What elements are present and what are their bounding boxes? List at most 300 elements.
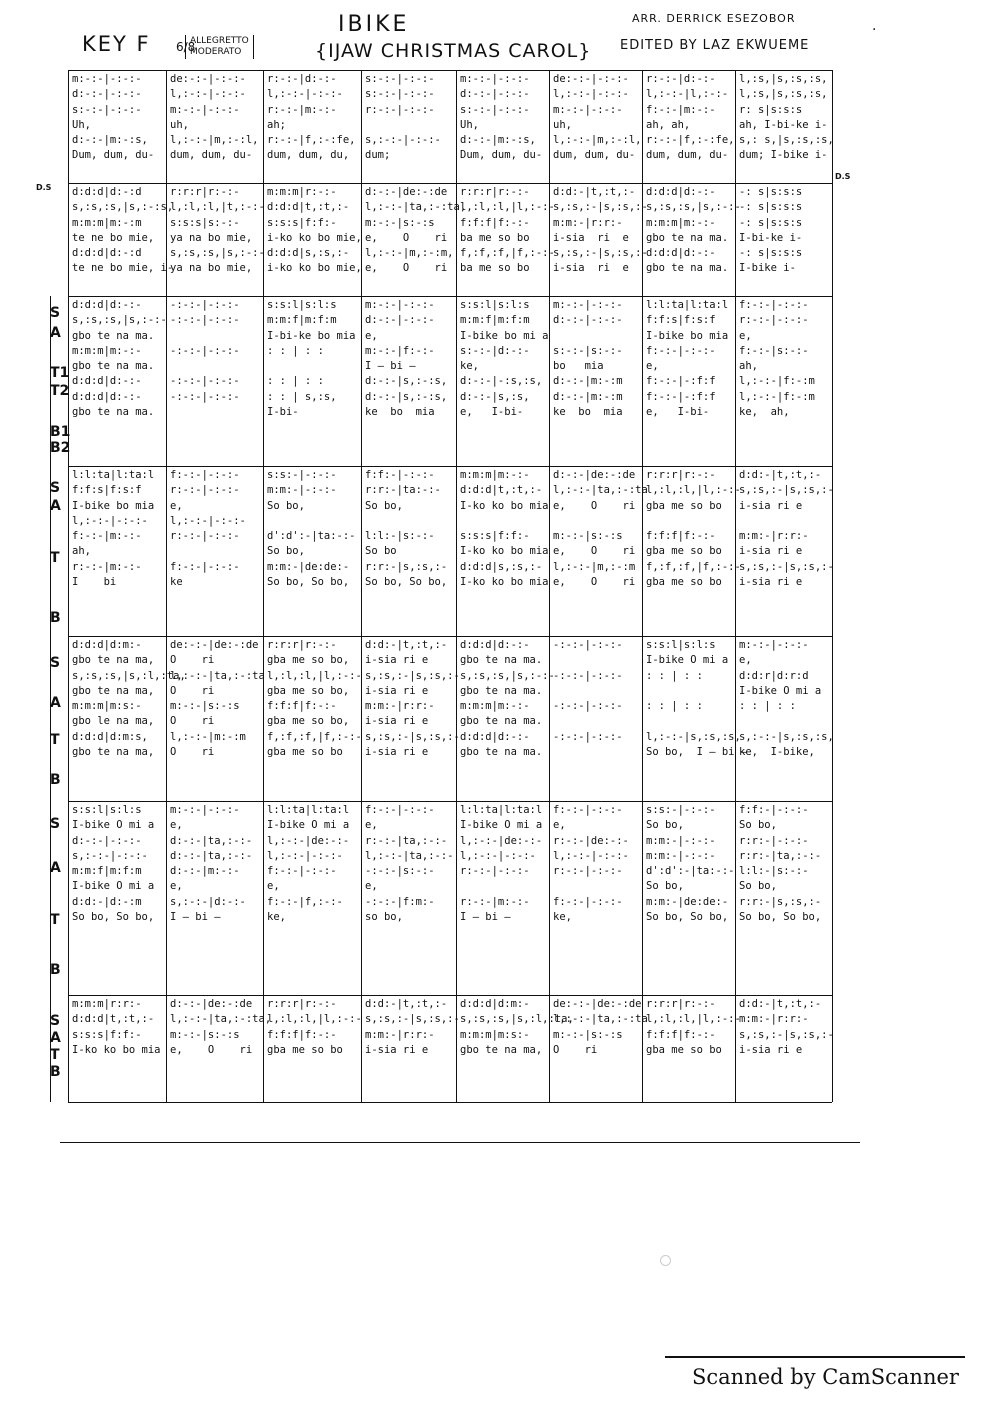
- measure-cell: [170, 298, 261, 465]
- solfa-line: m:m:m|m:s:-: [72, 700, 142, 713]
- bar-line: [263, 183, 264, 296]
- solfa-line: s,:s,:s,|s,:-:-: [646, 201, 741, 214]
- measure-cell: [739, 72, 834, 182]
- solfa-line: e,: [365, 329, 378, 342]
- solfa-line: te ne bo mie, i-: [72, 262, 174, 275]
- solfa-line: m:-:-|-:-:-: [460, 73, 530, 85]
- solfa-line: I-ko ko bo mia: [460, 499, 549, 512]
- system-divider: [68, 296, 832, 297]
- bar-line: [361, 296, 362, 466]
- solfa-line: gbo te na ma.: [72, 360, 155, 373]
- solfa-line: e,: [739, 654, 752, 667]
- solfa-line: i-sia ri e: [739, 1043, 803, 1056]
- measure-cell: [72, 803, 164, 994]
- solfa-line: l,:-:-|m,:-:m: [553, 560, 636, 573]
- measure-cell: [739, 803, 830, 994]
- solfa-line: -:-:-|-:-:-: [553, 700, 623, 713]
- song-title: IBIKE: [338, 12, 410, 37]
- solfa-line: d:d:d|d:-:-: [72, 390, 142, 403]
- solfa-line: s,:s,:-|s,:s,:-: [739, 484, 834, 497]
- bar-line: [68, 636, 69, 801]
- solfa-line: d:-:-|-:-:-: [460, 88, 530, 101]
- solfa-line: ya na bo mie,: [170, 262, 253, 275]
- scanner-rule: [665, 1356, 965, 1358]
- solfa-line: m:-:-|-:-:-: [553, 299, 623, 311]
- solfa-line: l,:l,:l,|l,:-:-: [646, 484, 741, 497]
- bar-line: [166, 995, 167, 1102]
- solfa-line: d:-:-|m:-:s,: [460, 134, 536, 147]
- solfa-line: l:l:ta|l:ta:l: [646, 299, 729, 311]
- solfa-line: d:-:-|de:-:de: [553, 469, 636, 481]
- solfa-line: gba me so bo: [267, 1043, 343, 1056]
- solfa-line: l:l:ta|l:ta:l: [267, 804, 350, 816]
- solfa-line: m:-:-|-:-:-: [72, 73, 142, 85]
- solfa-line: I-ko ko bo mia: [460, 576, 549, 589]
- bar-line: [549, 70, 550, 183]
- solfa-line: d:-:-|m:-:s,: [72, 134, 148, 147]
- solfa-line: f:f:f|f:-:-: [646, 1028, 716, 1041]
- solfa-line: gba me so bo,: [267, 654, 350, 667]
- solfa-line: gbo te na ma.: [460, 715, 543, 728]
- measure-cell: [553, 72, 640, 182]
- solfa-line: gbo te na ma,: [72, 746, 155, 759]
- page-bottom-rule: [60, 1142, 860, 1143]
- solfa-line: Uh,: [460, 118, 479, 131]
- solfa-line: s,:-:-|-:-:-: [365, 134, 441, 147]
- solfa-line: d:-:-|-:-:-: [72, 88, 142, 101]
- solfa-line: d:d:d|d:-:-: [72, 375, 142, 388]
- solfa-line: de:-:-|de:-:de: [553, 998, 642, 1010]
- solfa-line: ke, I-bike,: [739, 746, 815, 759]
- solfa-line: ke bo mia: [553, 406, 623, 419]
- solfa-line: f:-:-|s:-:-: [739, 344, 809, 357]
- solfa-line: so bo,: [365, 911, 403, 924]
- part-label: S: [50, 816, 61, 832]
- solfa-line: i-sia ri e: [553, 262, 629, 275]
- measure-cell: [72, 72, 164, 182]
- solfa-line: m:m:-|-:-:-: [646, 849, 716, 862]
- solfa-line: e,: [267, 880, 280, 893]
- solfa-line: r:-:-|d:-:-: [267, 73, 337, 85]
- bar-line: [456, 466, 457, 636]
- solfa-line: d':d':-|ta:-:-: [646, 865, 735, 878]
- ds-mark: D.S: [36, 183, 52, 192]
- part-label: B: [50, 962, 61, 978]
- measure-cell: [267, 997, 362, 1101]
- key-signature: KEY F: [82, 32, 151, 56]
- measure-cell: [739, 298, 830, 465]
- bar-line: [456, 801, 457, 995]
- part-label: B: [50, 1064, 61, 1080]
- solfa-line: f:f:-|-:-:-: [365, 469, 435, 481]
- solfa-line: -: s|s:s:s: [739, 201, 803, 214]
- solfa-line: d:d:d|d:m:-: [460, 998, 530, 1010]
- solfa-line: l,:s,|s,:s,:s,: [739, 73, 828, 85]
- solfa-line: -: s|s:s:s: [739, 186, 803, 198]
- solfa-line: d:d:d|d:-:-: [646, 186, 716, 198]
- solfa-line: s,:-:-|d:-:-: [170, 895, 246, 908]
- part-label: A: [50, 695, 61, 711]
- solfa-line: s,:s,:-|s,:s,:-: [365, 669, 460, 682]
- solfa-line: So bo,: [646, 880, 684, 893]
- solfa-line: gbo te na ma,: [460, 1043, 543, 1056]
- solfa-line: r:-:-|-:-:-: [460, 865, 530, 878]
- measure-cell: [170, 468, 261, 635]
- solfa-line: e,: [646, 360, 659, 373]
- solfa-line: s,: s,|s,:s,:s,: [739, 134, 834, 147]
- solfa-line: f:-:-|-:-:-: [646, 344, 716, 357]
- solfa-line: f:-:-|-:-:-: [365, 804, 435, 816]
- solfa-line: So bo,: [267, 499, 305, 512]
- system-divider: [68, 801, 832, 802]
- measure-cell: [365, 185, 467, 295]
- solfa-line: gbo le na ma,: [72, 715, 155, 728]
- solfa-line: s,:s,:-|s,:s,:-: [553, 247, 648, 260]
- solfa-line: m:m:f|m:f:m: [267, 314, 337, 327]
- solfa-line: e,: [170, 499, 183, 512]
- solfa-line: I-bike O mi a: [739, 684, 822, 697]
- solfa-line: s:-:-|-:-:-: [365, 88, 435, 101]
- solfa-line: l,:-:-|de:-:-: [460, 834, 543, 847]
- solfa-line: d:d:r|d:r:d: [739, 669, 809, 682]
- solfa-line: l,:-:-|-:-:-: [170, 514, 246, 527]
- solfa-line: d':d':-|ta:-:-: [267, 530, 356, 543]
- measure-cell: [267, 803, 359, 994]
- solfa-line: m:m:-|r:r:-: [365, 700, 435, 713]
- solfa-line: s,:-:-|s,:s,:s,: [739, 730, 834, 743]
- solfa-line: e,: [365, 880, 378, 893]
- part-label: B: [50, 610, 61, 626]
- solfa-line: r:r:r|r:-:-: [646, 469, 716, 481]
- solfa-line: f:f:f|f:-:-: [646, 530, 716, 543]
- solfa-line: e,: [170, 880, 183, 893]
- solfa-line: d:d:d|t,:t,:-: [460, 484, 543, 497]
- solfa-line: d:-:-|s,:s,: [460, 390, 530, 403]
- bar-line: [832, 995, 833, 1102]
- solfa-line: f:f:f|f:-:-: [460, 216, 530, 229]
- solfa-line: s:-:-|-:-:-: [365, 73, 435, 85]
- solfa-line: l,:-:-|-:-:-: [170, 88, 246, 101]
- solfa-line: dum, dum, du,: [267, 149, 350, 162]
- solfa-line: I-bike O mi a: [267, 819, 350, 832]
- measure-cell: [460, 997, 574, 1101]
- bar-line: [263, 296, 264, 466]
- part-label: B1: [50, 424, 71, 440]
- measure-cell: [72, 298, 167, 465]
- solfa-line: So bo, So bo,: [365, 576, 448, 589]
- bar-line: [361, 995, 362, 1102]
- solfa-line: gba me so bo: [646, 576, 722, 589]
- bar-line: [456, 183, 457, 296]
- solfa-line: l,:-:-|m,:-:m,: [365, 247, 454, 260]
- solfa-line: m:m:f|m:f:m: [460, 314, 530, 327]
- solfa-line: : : | : :: [739, 700, 796, 713]
- bar-line: [456, 995, 457, 1102]
- solfa-line: -:-:-|-:-:-: [553, 730, 623, 743]
- solfa-line: s,:s,:-|s,:s,:-: [365, 1013, 460, 1026]
- solfa-line: ke,: [553, 911, 572, 924]
- solfa-line: ke: [170, 576, 183, 589]
- system-divider: [68, 995, 832, 996]
- solfa-line: I bi: [72, 576, 117, 589]
- solfa-line: d:-:-|-:-:-: [365, 314, 435, 327]
- solfa-line: d:d:d|d:-:-: [646, 247, 716, 260]
- solfa-line: r:r:r|r:-:-: [267, 639, 337, 651]
- solfa-line: ah, I-bi-ke i-: [739, 118, 828, 131]
- solfa-line: ah,: [72, 545, 91, 558]
- solfa-line: gba me so bo: [267, 746, 343, 759]
- solfa-line: e,: [170, 819, 183, 832]
- solfa-line: l,:-:-|m,:-:l,: [553, 134, 642, 147]
- solfa-line: e, O ri: [553, 576, 636, 589]
- solfa-line: e, O ri: [553, 545, 636, 558]
- solfa-line: m:-:-|s:-:s: [365, 216, 435, 229]
- solfa-line: f,:f,:f,|f,:-:-: [267, 730, 362, 743]
- solfa-line: m:m:m|m:-:m: [72, 216, 142, 229]
- measure-cell: [72, 468, 164, 635]
- solfa-line: m:m:m|m:s:-: [460, 1028, 530, 1041]
- solfa-line: [170, 544, 261, 559]
- solfa-line: l:l:-|s:-:-: [739, 865, 809, 878]
- bar-line: [263, 70, 264, 183]
- system-divider: [68, 466, 832, 467]
- measure-cell: [365, 72, 454, 182]
- solfa-line: Dum, dum, du-: [460, 149, 543, 162]
- solfa-line: l,:-:-|m:-:m: [170, 730, 246, 743]
- solfa-line: i-sia ri e: [365, 715, 429, 728]
- solfa-line: bo mia: [553, 360, 604, 373]
- measure-cell: [739, 185, 830, 295]
- solfa-line: [553, 745, 640, 760]
- bar-line: [549, 296, 550, 466]
- solfa-line: [646, 514, 733, 529]
- bar-line: [642, 636, 643, 801]
- solfa-line: l,:-:-|ta,:-:-: [365, 849, 454, 862]
- solfa-line: ah;: [267, 118, 286, 131]
- solfa-line: s,:s,:-|s,:s,:-: [553, 201, 648, 214]
- solfa-line: i-sia ri e: [739, 576, 803, 589]
- part-label: B2: [50, 440, 71, 456]
- bar-line: [263, 801, 264, 995]
- solfa-line: f:-:-|-:f:f: [646, 375, 716, 388]
- solfa-line: -: s|s:s:s: [739, 216, 803, 229]
- bar-line: [735, 183, 736, 296]
- part-label: A: [50, 1030, 61, 1046]
- solfa-line: Dum, dum, du-: [72, 149, 155, 162]
- solfa-line: So bo, So bo,: [646, 911, 729, 924]
- solfa-line: l,:-:-|ta,:-:ta: [553, 484, 648, 497]
- solfa-line: I — bi —: [365, 360, 416, 373]
- measure-cell: [646, 997, 741, 1101]
- bar-line: [361, 636, 362, 801]
- solfa-line: l,:-:-|f:-:m: [739, 375, 815, 388]
- measure-cell: [739, 997, 834, 1101]
- solfa-line: i-sia ri e: [365, 746, 429, 759]
- measure-cell: [553, 298, 640, 465]
- margin-mark: ·: [872, 22, 877, 38]
- measure-cell: [460, 185, 555, 295]
- solfa-line: dum; I-bike i-: [739, 149, 828, 162]
- solfa-line: ba me so bo: [460, 262, 530, 275]
- measure-cell: [365, 468, 454, 635]
- bar-line: [361, 70, 362, 183]
- solfa-line: l,:-:-|ta,:-:ta: [553, 1013, 648, 1026]
- solfa-line: l,:l,:l,|l,:-:-: [267, 669, 362, 682]
- solfa-line: d:-:-|m:-:m: [553, 390, 623, 403]
- solfa-line: l,:-:-|-:-:-: [267, 88, 343, 101]
- solfa-line: -:-:-|s:-:-: [365, 865, 435, 878]
- solfa-line: f:f:s|f:s:f: [646, 314, 716, 327]
- solfa-line: I — bi —: [460, 911, 511, 924]
- solfa-line: gbo te na ma.: [72, 329, 155, 342]
- bar-line: [832, 636, 833, 801]
- measure-cell: [646, 185, 741, 295]
- solfa-line: gbo te na ma.: [460, 746, 543, 759]
- measure-cell: [72, 185, 174, 295]
- system-divider: [68, 183, 832, 184]
- measure-cell: [646, 468, 741, 635]
- part-label: B: [50, 772, 61, 788]
- solfa-line: m:m:m|r:-:-: [267, 186, 337, 198]
- solfa-line: l,:l,:l,|t,:-:-: [170, 201, 265, 214]
- solfa-line: I-bi-ke bo mia: [267, 329, 356, 342]
- solfa-line: r:-:-|f,:-:fe,: [646, 134, 735, 147]
- solfa-line: s:s:s|f:f:-: [267, 216, 337, 229]
- solfa-line: l,:l,:l,|l,:-:-: [267, 1013, 362, 1026]
- solfa-line: i-sia ri e: [365, 654, 429, 667]
- solfa-line: ke,: [460, 360, 479, 373]
- solfa-line: dum, dum, du-: [646, 149, 729, 162]
- scanner-watermark: Scanned by CamScanner: [692, 1365, 959, 1389]
- bar-line: [456, 296, 457, 466]
- solfa-line: d:-:-|s,:-:s,: [365, 375, 448, 388]
- solfa-line: gbo te na ma.: [646, 231, 729, 244]
- bar-line: [166, 183, 167, 296]
- solfa-line: l,:-:-|-:-:-: [553, 88, 629, 101]
- solfa-line: d:d:-|t,:t,:-: [739, 469, 822, 481]
- measure-cell: [646, 638, 748, 800]
- solfa-line: s,:s,:s,|s,:-:s,: [72, 201, 174, 214]
- solfa-line: I-bi-ke i-: [739, 231, 803, 244]
- solfa-line: f:-:-|f,:-:-: [267, 895, 343, 908]
- tempo-line-2: MODERATO: [190, 47, 242, 57]
- solfa-line: m:m:-|-:-:-: [267, 484, 337, 497]
- solfa-line: d:d:d|s,:s,:-: [267, 247, 350, 260]
- bar-line: [549, 466, 550, 636]
- bar-line: [166, 466, 167, 636]
- solfa-line: [553, 653, 640, 668]
- solfa-line: gbo te na ma,: [72, 684, 155, 697]
- solfa-line: So bo, So bo,: [267, 576, 350, 589]
- solfa-line: r:r:-|ta:-:-: [365, 484, 441, 497]
- solfa-line: s,:s,:s,|s,:l,:ta,: [72, 669, 186, 682]
- solfa-line: -: s|s:s:s: [739, 247, 803, 260]
- solfa-line: d:d:d|d:-:d: [72, 247, 142, 260]
- solfa-line: [460, 879, 547, 894]
- part-label: S: [50, 480, 61, 496]
- solfa-line: i-ko ko bo mie,: [267, 231, 362, 244]
- solfa-line: O ri: [170, 684, 215, 697]
- bar-line: [832, 801, 833, 995]
- solfa-line: s,:s,:s,|s,:-:-: [72, 314, 167, 327]
- solfa-line: m:-:-|s:-:s: [170, 1028, 240, 1041]
- solfa-line: r:-:-|-:-:-: [365, 103, 435, 116]
- solfa-line: e, O ri: [365, 231, 448, 244]
- bar-line: [735, 70, 736, 183]
- solfa-line: So bo, I — bi —: [646, 746, 748, 759]
- solfa-line: l,:-:-|-:-:-: [553, 849, 629, 862]
- bar-line: [68, 466, 69, 636]
- solfa-line: m:m:-|de:de:-: [646, 895, 729, 908]
- solfa-line: O ri: [170, 715, 215, 728]
- solfa-line: [646, 714, 733, 729]
- bar-line: [642, 183, 643, 296]
- solfa-line: f:-:-|-:-:-: [553, 895, 623, 908]
- solfa-line: m:m:-|r:r:-: [553, 216, 623, 229]
- solfa-line: I — bi —: [170, 911, 221, 924]
- solfa-line: [170, 405, 261, 420]
- solfa-line: l:l:-|s:-:-: [365, 530, 435, 543]
- time-signature: 6/8: [176, 40, 196, 54]
- bar-line: [832, 296, 833, 466]
- solfa-line: de:-:-|-:-:-: [553, 73, 629, 85]
- solfa-line: m:m:-|-:-:-: [646, 834, 716, 847]
- bar-line: [735, 995, 736, 1102]
- solfa-line: r:r:r|r:-:-: [460, 186, 530, 198]
- system-divider: [68, 636, 832, 637]
- solfa-line: f:-:-|m:-:-: [72, 530, 142, 543]
- solfa-line: m:m:m|m:-:-: [460, 469, 530, 481]
- bar-line: [832, 183, 833, 296]
- solfa-line: e, O ri: [553, 499, 636, 512]
- measure-cell: [646, 72, 733, 182]
- solfa-line: gbo te na ma.: [72, 406, 155, 419]
- bar-line: [263, 466, 264, 636]
- measure-cell: [460, 72, 547, 182]
- solfa-line: gba me so bo: [646, 1043, 722, 1056]
- bar-line: [68, 183, 69, 296]
- bar-line: [263, 995, 264, 1102]
- solfa-line: ba me so bo: [460, 231, 530, 244]
- solfa-line: l,:l,:l,|l,:-:-: [646, 1013, 741, 1026]
- solfa-line: e, O ri: [365, 262, 448, 275]
- solfa-line: d:d:d|d:-:-: [460, 639, 530, 651]
- solfa-line: s:s:s|s:-:-: [170, 216, 240, 229]
- solfa-line: r:-:-|f,:-:fe,: [267, 134, 356, 147]
- solfa-line: [646, 684, 733, 699]
- bar-line: [166, 70, 167, 183]
- solfa-line: m:-:-|-:-:-: [170, 103, 240, 116]
- editor-credit: EDITED BY LAZ EKWUEME: [620, 38, 810, 53]
- bar-line: [549, 801, 550, 995]
- solfa-line: So bo,: [739, 819, 777, 832]
- solfa-line: e,: [553, 819, 566, 832]
- solfa-line: r:-:-|m:-:-: [72, 560, 142, 573]
- solfa-line: Uh,: [72, 118, 91, 131]
- solfa-line: i-sia ri e: [739, 499, 803, 512]
- solfa-line: te ne bo mie,: [72, 231, 155, 244]
- part-label: T2: [50, 383, 70, 399]
- arranger-credit: ARR. DERRICK ESEZOBOR: [632, 12, 796, 25]
- solfa-line: s:s:s|f:f:-: [460, 530, 530, 543]
- tempo-line-1: ALLEGRETTO: [190, 36, 249, 46]
- solfa-line: d:-:-|-:-:-: [72, 834, 142, 847]
- measure-cell: [553, 638, 640, 800]
- solfa-line: l:l:ta|l:ta:l: [460, 804, 543, 816]
- solfa-line: f,:f,:f,|f,:-:-: [460, 247, 555, 260]
- solfa-line: r:-:-|d:-:-: [646, 73, 716, 85]
- solfa-line: [267, 359, 359, 374]
